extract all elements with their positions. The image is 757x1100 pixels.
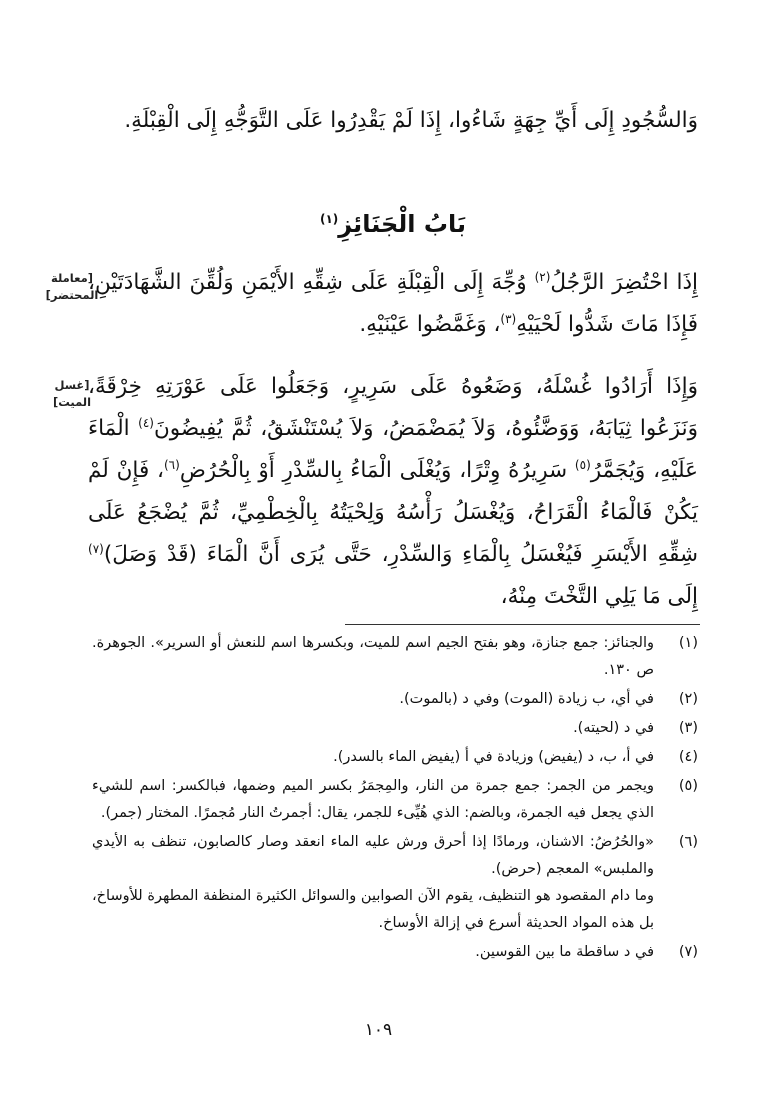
section-title-text: بَابُ الْجَنَائِزِ <box>338 210 467 238</box>
footnote-ref-7: (٧) <box>88 541 104 556</box>
footnote-item <box>92 773 698 827</box>
paragraph-ghusl <box>88 366 698 618</box>
footnote-number: (٦) <box>678 834 698 850</box>
footnote-ref-1: (١) <box>319 212 339 226</box>
paragraph2-text-b: الْمَاءَ عَلَيْهِ، وَيُجَمَّرُ <box>88 416 698 483</box>
footnote-number: (١) <box>678 635 698 651</box>
footnote-number: (٤) <box>678 749 698 765</box>
footnote-item <box>92 630 698 684</box>
continuation-text: وَالسُّجُودِ إِلَى أَيِّ جِهَةٍ شَاءُوا، إِذَا لَمْ يَقْدِرُوا عَلَى التَّوَجُّهِ إِلَى الْقِبْلَةِ. <box>124 108 698 133</box>
footnote-ref-6: (٦) <box>163 457 180 472</box>
paragraph-muhtadar <box>88 262 698 346</box>
footnote-ref-4: (٤) <box>138 415 154 430</box>
footnote-number: (٧) <box>678 944 698 960</box>
paragraph1-text-b: وُجِّهَ إِلَى الْقِبْلَةِ عَلَى شِقِّهِ الأَيْمَنِ وَلُقِّنَ الشَّهَادَتَيْنِ، فَإِذَا مَاتَ شَدُّوا لَحْيَيْهِ <box>88 270 698 337</box>
margin-note-ghusl: [غسل الميت] <box>52 378 92 409</box>
footnote-text: والجنائز: جمع جنازة، وهو بفتح الجيم اسم للميت، وبكسرها اسم للنعش أو السرير». الجوهرة. ص ١٣٠. <box>92 635 654 678</box>
paragraph2-text-c: سَرِيرُهُ وِتْرًا، وَيُغْلَى الْمَاءُ بِالسِّدْرِ أَوْ بِالْحُرُضِ <box>179 458 575 483</box>
footnote-ref-2: (٢) <box>534 269 551 284</box>
footnote-item <box>92 715 698 742</box>
footnote-text: في أ، ب، د (يفيض) وزيادة في أ (يفيض الماء بالسدر). <box>333 749 654 765</box>
footnote-number: (٢) <box>678 691 698 707</box>
paragraph1-text-c: ، وَغَمَّضُوا عَيْنَيْهِ. <box>359 312 501 337</box>
footnote-number: (٥) <box>678 778 698 794</box>
footnote-text: في د (لحيته). <box>573 720 654 736</box>
paragraph2-text-a: وَإِذَا أَرَادُوا غُسْلَهُ، وَضَعُوهُ عَلَى سَرِيرٍ، وَجَعَلُوا عَلَى عَوْرَتِهِ خِرْقَةً، وَنَزَعُوا ثِيَابَهُ، وَوَضَّئُوهُ، وَلاَ يُمَضْمَضُ، وَلاَ يُسْتَنْشَقُ، ثُمَّ يُفِيضُونَ <box>88 374 698 441</box>
section-title <box>88 210 698 238</box>
footnote-text: ويجمر من الجمر: جمع جمرة من النار، والمِجمَرُ بكسر الميم وضمها، فبالكسر: اسم للشيء الذي يجعل فيه الجمرة، وبالضم: الذي هُيِّىء للجمر، يقال: أجمرتُ النار مُجمرًا. المختار (جمر). <box>92 778 654 821</box>
footnote-text: في أي، ب زيادة (الموت) وفي د (بالموت). <box>399 691 654 707</box>
footnote-divider <box>345 624 700 625</box>
footnote-text: في د ساقطة ما بين القوسين. <box>475 944 654 960</box>
footnote-ref-5: (٥) <box>574 457 591 472</box>
paragraph1-text-a: إِذَا احْتُضِرَ الرَّجُلُ <box>550 270 698 295</box>
continuation-paragraph <box>88 100 698 142</box>
margin-note-muhtadar: [معاملة المحتضر] <box>45 271 99 302</box>
page-number: ١٠٩ <box>364 1020 393 1040</box>
footnote-item <box>92 744 698 771</box>
footnotes-list <box>92 630 698 968</box>
footnote-ref-3: (٣) <box>500 311 517 326</box>
footnote-item <box>92 829 698 937</box>
footnote-item <box>92 939 698 966</box>
footnote-number: (٣) <box>678 720 698 736</box>
footnote-item <box>92 686 698 713</box>
paragraph2-text-d: ، فَإِنْ لَمْ يَكُنْ فَالْمَاءُ الْقَرَاحُ، وَيُغْسَلُ رَأْسُهُ وَلِحْيَتُهُ بِالْخِطْمِيِّ، ثُمَّ يُضْجَعُ عَلَى شِقِّهِ الأَيْسَرِ فَيُغْسَلُ بِالْمَاءِ وَالسِّدْرِ، حَتَّى يُرَى أَنَّ الْمَاءَ (قَدْ وَصَلَ) <box>88 458 698 567</box>
footnote-text: «والحُرُضُ: الاشنان، ورمادًا إذا أحرق ورش عليه الماء انعقد وصار كالصابون، تنظف به الأيدي والملبس» المعجم (حرض). وما دام المقصود هو التنظيف، يقوم الآن الصوابين والسوائل الكثيرة المنظفة المطهرة للأوساخ، بل هذه المواد الحديثة أسرع في إزالة الأوساخ. <box>92 834 654 931</box>
paragraph2-text-e: إِلَى مَا يَلِي التَّخْتَ مِنْهُ، <box>500 584 698 609</box>
